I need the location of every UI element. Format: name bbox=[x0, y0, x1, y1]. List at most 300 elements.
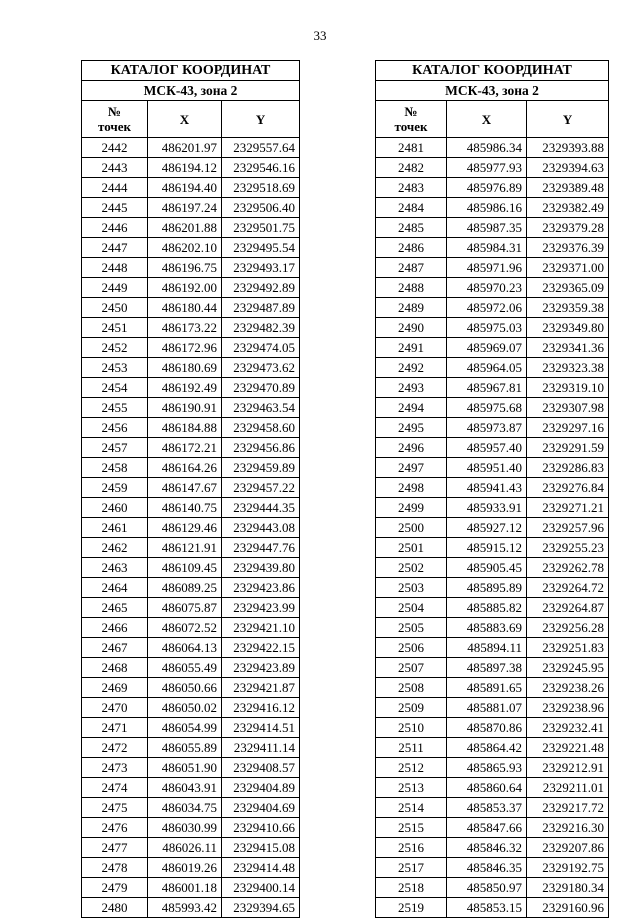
x-coordinate-cell: 485853.15 bbox=[447, 898, 527, 918]
point-number-cell: 2493 bbox=[376, 378, 447, 398]
y-coordinate-cell: 2329160.96 bbox=[527, 898, 609, 918]
x-coordinate-cell: 485976.89 bbox=[447, 178, 527, 198]
point-number-cell: 2476 bbox=[82, 818, 148, 838]
table-row bbox=[376, 858, 609, 878]
x-coordinate-cell: 486194.12 bbox=[148, 158, 222, 178]
x-coordinate-cell: 486192.00 bbox=[148, 278, 222, 298]
point-number-cell: 2469 bbox=[82, 678, 148, 698]
table-row bbox=[376, 358, 609, 378]
table-row bbox=[376, 398, 609, 418]
point-number-cell: 2495 bbox=[376, 418, 447, 438]
table-row bbox=[376, 718, 609, 738]
y-coordinate-cell: 2329501.75 bbox=[222, 218, 300, 238]
x-coordinate-cell: 485957.40 bbox=[447, 438, 527, 458]
table-subtitle: МСК-43, зона 2 bbox=[82, 81, 300, 101]
table-row bbox=[376, 558, 609, 578]
point-number-cell: 2468 bbox=[82, 658, 148, 678]
x-coordinate-cell: 485967.81 bbox=[447, 378, 527, 398]
y-coordinate-cell: 2329264.72 bbox=[527, 578, 609, 598]
table-row bbox=[376, 778, 609, 798]
y-coordinate-cell: 2329414.51 bbox=[222, 718, 300, 738]
x-coordinate-cell: 485975.68 bbox=[447, 398, 527, 418]
y-coordinate-cell: 2329518.69 bbox=[222, 178, 300, 198]
point-number-cell: 2470 bbox=[82, 698, 148, 718]
x-coordinate-cell: 485846.35 bbox=[447, 858, 527, 878]
x-coordinate-cell: 485964.05 bbox=[447, 358, 527, 378]
x-coordinate-cell: 486190.91 bbox=[148, 398, 222, 418]
table-row bbox=[376, 458, 609, 478]
point-number-cell: 2458 bbox=[82, 458, 148, 478]
x-coordinate-cell: 486129.46 bbox=[148, 518, 222, 538]
x-coordinate-cell: 485885.82 bbox=[447, 598, 527, 618]
point-number-cell: 2448 bbox=[82, 258, 148, 278]
table-row bbox=[82, 858, 300, 878]
x-coordinate-cell: 485993.42 bbox=[148, 898, 222, 918]
y-coordinate-cell: 2329271.21 bbox=[527, 498, 609, 518]
table-row bbox=[82, 878, 300, 898]
x-coordinate-cell: 485915.12 bbox=[447, 538, 527, 558]
point-number-cell: 2479 bbox=[82, 878, 148, 898]
x-coordinate-cell: 486192.49 bbox=[148, 378, 222, 398]
point-number-cell: 2449 bbox=[82, 278, 148, 298]
y-coordinate-cell: 2329421.87 bbox=[222, 678, 300, 698]
y-coordinate-cell: 2329458.60 bbox=[222, 418, 300, 438]
y-coordinate-cell: 2329394.63 bbox=[527, 158, 609, 178]
x-coordinate-cell: 486051.90 bbox=[148, 758, 222, 778]
x-coordinate-cell: 486055.49 bbox=[148, 658, 222, 678]
table-row bbox=[82, 318, 300, 338]
y-coordinate-cell: 2329423.86 bbox=[222, 578, 300, 598]
x-coordinate-cell: 485891.65 bbox=[447, 678, 527, 698]
x-coordinate-cell: 485883.69 bbox=[447, 618, 527, 638]
y-coordinate-cell: 2329470.89 bbox=[222, 378, 300, 398]
table-row bbox=[82, 638, 300, 658]
x-coordinate-cell: 485865.93 bbox=[447, 758, 527, 778]
y-coordinate-cell: 2329456.86 bbox=[222, 438, 300, 458]
point-number-cell: 2452 bbox=[82, 338, 148, 358]
table-row bbox=[82, 238, 300, 258]
table-row bbox=[376, 198, 609, 218]
point-number-cell: 2457 bbox=[82, 438, 148, 458]
y-coordinate-cell: 2329463.54 bbox=[222, 398, 300, 418]
x-coordinate-cell: 486054.99 bbox=[148, 718, 222, 738]
point-number-cell: 2475 bbox=[82, 798, 148, 818]
point-number-cell: 2456 bbox=[82, 418, 148, 438]
table-row bbox=[376, 738, 609, 758]
x-coordinate-cell: 486030.99 bbox=[148, 818, 222, 838]
x-coordinate-cell: 485870.86 bbox=[447, 718, 527, 738]
table-row bbox=[82, 198, 300, 218]
table-row bbox=[82, 418, 300, 438]
x-coordinate-cell: 486201.88 bbox=[148, 218, 222, 238]
x-coordinate-cell: 485973.87 bbox=[447, 418, 527, 438]
table-row bbox=[376, 758, 609, 778]
point-number-cell: 2465 bbox=[82, 598, 148, 618]
x-coordinate-cell: 485977.93 bbox=[447, 158, 527, 178]
point-number-cell: 2509 bbox=[376, 698, 447, 718]
point-number-cell: 2498 bbox=[376, 478, 447, 498]
table-row bbox=[82, 158, 300, 178]
table-row bbox=[82, 278, 300, 298]
coordinate-catalog-table-right bbox=[375, 60, 609, 918]
table-row bbox=[376, 498, 609, 518]
table-row bbox=[376, 158, 609, 178]
point-number-cell: 2460 bbox=[82, 498, 148, 518]
table-row bbox=[376, 838, 609, 858]
x-coordinate-cell: 485850.97 bbox=[447, 878, 527, 898]
x-coordinate-cell: 485951.40 bbox=[447, 458, 527, 478]
y-coordinate-cell: 2329286.83 bbox=[527, 458, 609, 478]
y-coordinate-cell: 2329297.16 bbox=[527, 418, 609, 438]
point-number-cell: 2500 bbox=[376, 518, 447, 538]
y-coordinate-cell: 2329255.23 bbox=[527, 538, 609, 558]
point-number-cell: 2491 bbox=[376, 338, 447, 358]
y-coordinate-cell: 2329221.48 bbox=[527, 738, 609, 758]
table-row bbox=[82, 178, 300, 198]
point-number-cell: 2485 bbox=[376, 218, 447, 238]
table-row bbox=[376, 318, 609, 338]
x-coordinate-cell: 485846.32 bbox=[447, 838, 527, 858]
x-coordinate-cell: 486055.89 bbox=[148, 738, 222, 758]
table-row bbox=[376, 338, 609, 358]
point-number-cell: 2442 bbox=[82, 138, 148, 158]
x-coordinate-cell: 485975.03 bbox=[447, 318, 527, 338]
point-number-cell: 2473 bbox=[82, 758, 148, 778]
point-number-cell: 2451 bbox=[82, 318, 148, 338]
table-row bbox=[376, 258, 609, 278]
point-number-cell: 2514 bbox=[376, 798, 447, 818]
x-coordinate-cell: 486201.97 bbox=[148, 138, 222, 158]
point-number-cell: 2446 bbox=[82, 218, 148, 238]
table-row bbox=[82, 598, 300, 618]
x-coordinate-cell: 486172.96 bbox=[148, 338, 222, 358]
x-coordinate-cell: 486072.52 bbox=[148, 618, 222, 638]
x-coordinate-cell: 485969.07 bbox=[447, 338, 527, 358]
x-coordinate-cell: 485847.66 bbox=[447, 818, 527, 838]
y-coordinate-cell: 2329238.96 bbox=[527, 698, 609, 718]
y-coordinate-cell: 2329404.69 bbox=[222, 798, 300, 818]
table-row bbox=[82, 838, 300, 858]
x-coordinate-cell: 486202.10 bbox=[148, 238, 222, 258]
x-coordinate-cell: 486026.11 bbox=[148, 838, 222, 858]
y-coordinate-cell: 2329323.38 bbox=[527, 358, 609, 378]
table-row bbox=[376, 598, 609, 618]
coordinate-catalog-table-left bbox=[81, 60, 300, 918]
point-number-cell: 2443 bbox=[82, 158, 148, 178]
point-number-cell: 2486 bbox=[376, 238, 447, 258]
y-coordinate-cell: 2329493.17 bbox=[222, 258, 300, 278]
point-number-cell: 2511 bbox=[376, 738, 447, 758]
table-row bbox=[82, 778, 300, 798]
point-number-cell: 2445 bbox=[82, 198, 148, 218]
table-subtitle: МСК-43, зона 2 bbox=[376, 81, 609, 101]
table-row bbox=[82, 458, 300, 478]
y-coordinate-cell: 2329423.89 bbox=[222, 658, 300, 678]
x-coordinate-cell: 485895.89 bbox=[447, 578, 527, 598]
y-coordinate-cell: 2329376.39 bbox=[527, 238, 609, 258]
table-row bbox=[376, 218, 609, 238]
x-coordinate-cell: 486196.75 bbox=[148, 258, 222, 278]
point-number-cell: 2455 bbox=[82, 398, 148, 418]
x-coordinate-cell: 486194.40 bbox=[148, 178, 222, 198]
point-number-cell: 2459 bbox=[82, 478, 148, 498]
y-coordinate-cell: 2329444.35 bbox=[222, 498, 300, 518]
column-header-point-number: № точек bbox=[82, 101, 148, 138]
x-coordinate-cell: 486001.18 bbox=[148, 878, 222, 898]
point-number-cell: 2496 bbox=[376, 438, 447, 458]
point-number-cell: 2453 bbox=[82, 358, 148, 378]
table-row bbox=[376, 578, 609, 598]
y-coordinate-cell: 2329211.01 bbox=[527, 778, 609, 798]
table-row bbox=[82, 438, 300, 458]
x-coordinate-cell: 485864.42 bbox=[447, 738, 527, 758]
y-coordinate-cell: 2329473.62 bbox=[222, 358, 300, 378]
x-coordinate-cell: 486121.91 bbox=[148, 538, 222, 558]
x-coordinate-cell: 486019.26 bbox=[148, 858, 222, 878]
point-number-cell: 2472 bbox=[82, 738, 148, 758]
y-coordinate-cell: 2329216.30 bbox=[527, 818, 609, 838]
point-number-cell: 2518 bbox=[376, 878, 447, 898]
x-coordinate-cell: 485894.11 bbox=[447, 638, 527, 658]
point-number-cell: 2505 bbox=[376, 618, 447, 638]
x-coordinate-cell: 486089.25 bbox=[148, 578, 222, 598]
point-number-cell: 2506 bbox=[376, 638, 447, 658]
y-coordinate-cell: 2329443.08 bbox=[222, 518, 300, 538]
point-number-cell: 2461 bbox=[82, 518, 148, 538]
y-coordinate-cell: 2329482.39 bbox=[222, 318, 300, 338]
y-coordinate-cell: 2329307.98 bbox=[527, 398, 609, 418]
column-header-y: Y bbox=[222, 101, 300, 138]
table-title: КАТАЛОГ КООРДИНАТ bbox=[376, 61, 609, 81]
table-row bbox=[376, 678, 609, 698]
point-number-cell: 2499 bbox=[376, 498, 447, 518]
table-row bbox=[376, 798, 609, 818]
table-row bbox=[82, 218, 300, 238]
y-coordinate-cell: 2329238.26 bbox=[527, 678, 609, 698]
y-coordinate-cell: 2329232.41 bbox=[527, 718, 609, 738]
table-row bbox=[376, 898, 609, 918]
y-coordinate-cell: 2329341.36 bbox=[527, 338, 609, 358]
table-row bbox=[82, 658, 300, 678]
x-coordinate-cell: 486147.67 bbox=[148, 478, 222, 498]
point-number-cell: 2450 bbox=[82, 298, 148, 318]
x-coordinate-cell: 486050.02 bbox=[148, 698, 222, 718]
point-number-cell: 2474 bbox=[82, 778, 148, 798]
table-row bbox=[82, 578, 300, 598]
point-number-cell: 2503 bbox=[376, 578, 447, 598]
point-number-cell: 2490 bbox=[376, 318, 447, 338]
x-coordinate-cell: 485984.31 bbox=[447, 238, 527, 258]
point-number-cell: 2501 bbox=[376, 538, 447, 558]
x-coordinate-cell: 486043.91 bbox=[148, 778, 222, 798]
point-number-cell: 2517 bbox=[376, 858, 447, 878]
table-row bbox=[82, 518, 300, 538]
y-coordinate-cell: 2329217.72 bbox=[527, 798, 609, 818]
table-row bbox=[82, 678, 300, 698]
y-coordinate-cell: 2329264.87 bbox=[527, 598, 609, 618]
table-row bbox=[82, 718, 300, 738]
y-coordinate-cell: 2329495.54 bbox=[222, 238, 300, 258]
y-coordinate-cell: 2329389.48 bbox=[527, 178, 609, 198]
column-header-point-number: № точек bbox=[376, 101, 447, 138]
point-number-cell: 2481 bbox=[376, 138, 447, 158]
y-coordinate-cell: 2329415.08 bbox=[222, 838, 300, 858]
table-row bbox=[376, 638, 609, 658]
table-row bbox=[82, 498, 300, 518]
table-row bbox=[376, 418, 609, 438]
x-coordinate-cell: 485860.64 bbox=[447, 778, 527, 798]
table-row bbox=[376, 178, 609, 198]
point-number-cell: 2462 bbox=[82, 538, 148, 558]
y-coordinate-cell: 2329439.80 bbox=[222, 558, 300, 578]
y-coordinate-cell: 2329394.65 bbox=[222, 898, 300, 918]
table-row bbox=[82, 338, 300, 358]
y-coordinate-cell: 2329371.00 bbox=[527, 258, 609, 278]
point-number-cell: 2463 bbox=[82, 558, 148, 578]
table-row bbox=[376, 478, 609, 498]
table-row bbox=[82, 558, 300, 578]
y-coordinate-cell: 2329423.99 bbox=[222, 598, 300, 618]
table-row bbox=[82, 898, 300, 918]
table-row bbox=[82, 738, 300, 758]
table-row bbox=[82, 698, 300, 718]
point-number-cell: 2504 bbox=[376, 598, 447, 618]
table-row bbox=[376, 278, 609, 298]
y-coordinate-cell: 2329192.75 bbox=[527, 858, 609, 878]
point-number-cell: 2471 bbox=[82, 718, 148, 738]
point-number-cell: 2484 bbox=[376, 198, 447, 218]
point-number-cell: 2507 bbox=[376, 658, 447, 678]
y-coordinate-cell: 2329459.89 bbox=[222, 458, 300, 478]
table-row bbox=[82, 398, 300, 418]
table-row bbox=[376, 878, 609, 898]
x-coordinate-cell: 486164.26 bbox=[148, 458, 222, 478]
point-number-cell: 2515 bbox=[376, 818, 447, 838]
x-coordinate-cell: 486197.24 bbox=[148, 198, 222, 218]
y-coordinate-cell: 2329487.89 bbox=[222, 298, 300, 318]
y-coordinate-cell: 2329414.48 bbox=[222, 858, 300, 878]
x-coordinate-cell: 486064.13 bbox=[148, 638, 222, 658]
y-coordinate-cell: 2329410.66 bbox=[222, 818, 300, 838]
table-row bbox=[82, 258, 300, 278]
x-coordinate-cell: 485972.06 bbox=[447, 298, 527, 318]
column-header-x: X bbox=[447, 101, 527, 138]
point-number-cell: 2487 bbox=[376, 258, 447, 278]
table-row bbox=[82, 138, 300, 158]
table-row bbox=[376, 818, 609, 838]
table-row bbox=[376, 438, 609, 458]
y-coordinate-cell: 2329262.78 bbox=[527, 558, 609, 578]
y-coordinate-cell: 2329546.16 bbox=[222, 158, 300, 178]
y-coordinate-cell: 2329291.59 bbox=[527, 438, 609, 458]
table-body bbox=[82, 138, 300, 918]
y-coordinate-cell: 2329365.09 bbox=[527, 278, 609, 298]
x-coordinate-cell: 485971.96 bbox=[447, 258, 527, 278]
x-coordinate-cell: 485927.12 bbox=[447, 518, 527, 538]
point-number-cell: 2508 bbox=[376, 678, 447, 698]
x-coordinate-cell: 486184.88 bbox=[148, 418, 222, 438]
point-number-cell: 2467 bbox=[82, 638, 148, 658]
point-number-cell: 2510 bbox=[376, 718, 447, 738]
point-number-cell: 2447 bbox=[82, 238, 148, 258]
point-number-cell: 2464 bbox=[82, 578, 148, 598]
table-row bbox=[376, 698, 609, 718]
point-number-cell: 2497 bbox=[376, 458, 447, 478]
y-coordinate-cell: 2329319.10 bbox=[527, 378, 609, 398]
point-number-cell: 2512 bbox=[376, 758, 447, 778]
y-coordinate-cell: 2329474.05 bbox=[222, 338, 300, 358]
y-coordinate-cell: 2329422.15 bbox=[222, 638, 300, 658]
y-coordinate-cell: 2329212.91 bbox=[527, 758, 609, 778]
point-number-cell: 2480 bbox=[82, 898, 148, 918]
y-coordinate-cell: 2329251.83 bbox=[527, 638, 609, 658]
y-coordinate-cell: 2329180.34 bbox=[527, 878, 609, 898]
page-number: 33 bbox=[313, 28, 327, 43]
y-coordinate-cell: 2329276.84 bbox=[527, 478, 609, 498]
x-coordinate-cell: 485853.37 bbox=[447, 798, 527, 818]
x-coordinate-cell: 486109.45 bbox=[148, 558, 222, 578]
x-coordinate-cell: 485897.38 bbox=[447, 658, 527, 678]
table-row bbox=[82, 378, 300, 398]
table-row bbox=[82, 798, 300, 818]
x-coordinate-cell: 486173.22 bbox=[148, 318, 222, 338]
y-coordinate-cell: 2329557.64 bbox=[222, 138, 300, 158]
point-number-cell: 2444 bbox=[82, 178, 148, 198]
table-row bbox=[376, 138, 609, 158]
y-coordinate-cell: 2329359.38 bbox=[527, 298, 609, 318]
x-coordinate-cell: 485987.35 bbox=[447, 218, 527, 238]
y-coordinate-cell: 2329404.89 bbox=[222, 778, 300, 798]
y-coordinate-cell: 2329400.14 bbox=[222, 878, 300, 898]
y-coordinate-cell: 2329349.80 bbox=[527, 318, 609, 338]
table-row bbox=[376, 378, 609, 398]
x-coordinate-cell: 485905.45 bbox=[447, 558, 527, 578]
point-number-cell: 2494 bbox=[376, 398, 447, 418]
point-number-cell: 2477 bbox=[82, 838, 148, 858]
point-number-cell: 2482 bbox=[376, 158, 447, 178]
point-number-cell: 2483 bbox=[376, 178, 447, 198]
x-coordinate-cell: 485881.07 bbox=[447, 698, 527, 718]
point-number-cell: 2454 bbox=[82, 378, 148, 398]
y-coordinate-cell: 2329207.86 bbox=[527, 838, 609, 858]
y-coordinate-cell: 2329379.28 bbox=[527, 218, 609, 238]
point-number-cell: 2489 bbox=[376, 298, 447, 318]
table-row bbox=[82, 478, 300, 498]
table-row bbox=[82, 758, 300, 778]
point-number-cell: 2466 bbox=[82, 618, 148, 638]
table-row bbox=[82, 818, 300, 838]
table-row bbox=[82, 618, 300, 638]
y-coordinate-cell: 2329447.76 bbox=[222, 538, 300, 558]
x-coordinate-cell: 485986.34 bbox=[447, 138, 527, 158]
x-coordinate-cell: 486050.66 bbox=[148, 678, 222, 698]
table-title: КАТАЛОГ КООРДИНАТ bbox=[82, 61, 300, 81]
y-coordinate-cell: 2329506.40 bbox=[222, 198, 300, 218]
x-coordinate-cell: 486034.75 bbox=[148, 798, 222, 818]
table-row bbox=[82, 358, 300, 378]
y-coordinate-cell: 2329492.89 bbox=[222, 278, 300, 298]
table-row bbox=[82, 538, 300, 558]
y-coordinate-cell: 2329408.57 bbox=[222, 758, 300, 778]
point-number-cell: 2513 bbox=[376, 778, 447, 798]
table-row bbox=[376, 518, 609, 538]
table-body bbox=[376, 138, 609, 918]
x-coordinate-cell: 485941.43 bbox=[447, 478, 527, 498]
point-number-cell: 2492 bbox=[376, 358, 447, 378]
point-number-cell: 2519 bbox=[376, 898, 447, 918]
x-coordinate-cell: 485970.23 bbox=[447, 278, 527, 298]
x-coordinate-cell: 486180.69 bbox=[148, 358, 222, 378]
